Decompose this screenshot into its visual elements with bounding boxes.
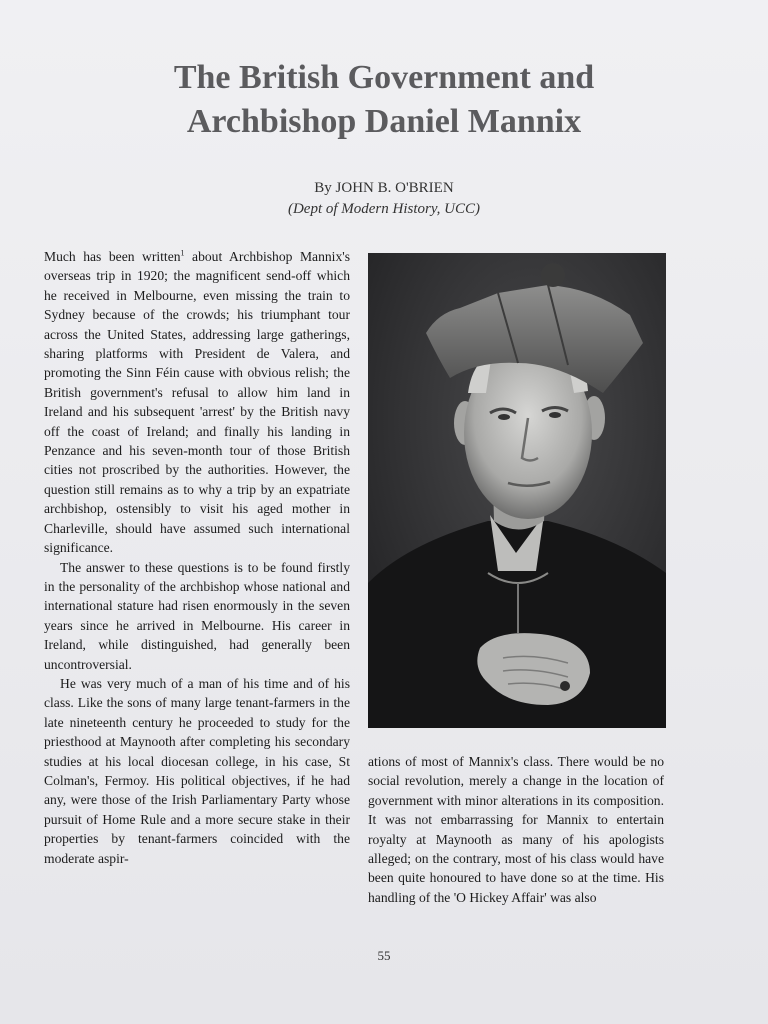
article-title <box>60 56 708 144</box>
author-affiliation: (Dept of Modern History, UCC) <box>287 201 481 217</box>
paragraph-1-rest: about Archbishop Mannix's overseas trip in 1920; the magnificent send-off which he received in Melbourne, even missing the train to Sydney because of the crowds; his triumphant tour across the United States, addressing large gatherings, sharing platforms with President de Valera, and promoting the Sinn Féin cause with obvious relish; the British government's refusal to allow him land in Ireland and his subsequent 'arrest' by the British navy off the coast of Ireland; and finally his landing in Penzance and his seven-month tour of those British cities not proscribed by the authorities. However, the question still remains as to why a trip by an expatriate archbishop, ostensibly to visit his aged mother in Charleville, should have assumed such international significance. <box>44 249 350 556</box>
author-byline: By JOHN B. O'BRIEN <box>314 180 454 196</box>
left-column <box>44 247 350 868</box>
paragraph-1-start: Much has been written <box>44 249 181 264</box>
title-line-1: The British Government and <box>173 59 595 96</box>
paragraph-3-continued: ations of most of Mannix's class. There would be no social revolution, merely a change in the location of government with minor alterations in its composition. It was not embarrassing for Mannix to entertain royalty at Maynooth as many of his apologists alleged; on the contrary, most of his class would have been quite honoured to have done so at the time. His handling of the 'O Hickey Affair' was also <box>368 754 664 905</box>
page-number: 55 <box>377 948 391 963</box>
byline-block <box>0 178 768 220</box>
right-column <box>368 752 664 907</box>
portrait-photo <box>368 253 666 728</box>
paragraph-1 <box>44 247 350 558</box>
paragraph-3: He was very much of a man of his time and of his class. Like the sons of many large tenant-farmers in the late nineteenth century he proceeded to study for the priesthood at Maynooth after completing his secondary studies at his local diocesan college, in his case, St Colman's, Fermoy. His political objectives, if he had any, were those of the Irish Parliamentary Party whose pursuit of Home Rule and a more secure stake in their properties by tenant-farmers coincided with the moderate aspir- <box>44 675 350 866</box>
footnote-marker: 1 <box>180 248 185 258</box>
portrait-illustration <box>368 253 666 728</box>
title-line-2: Archbishop Daniel Mannix <box>186 103 582 140</box>
paragraph-2: The answer to these questions is to be found firstly in the personality of the archbishop whose national and international stature had risen enormously in the seven years since he arrived in Melbourne. His career in Ireland, while distinguished, had generally been uncontroversial. <box>44 559 350 672</box>
